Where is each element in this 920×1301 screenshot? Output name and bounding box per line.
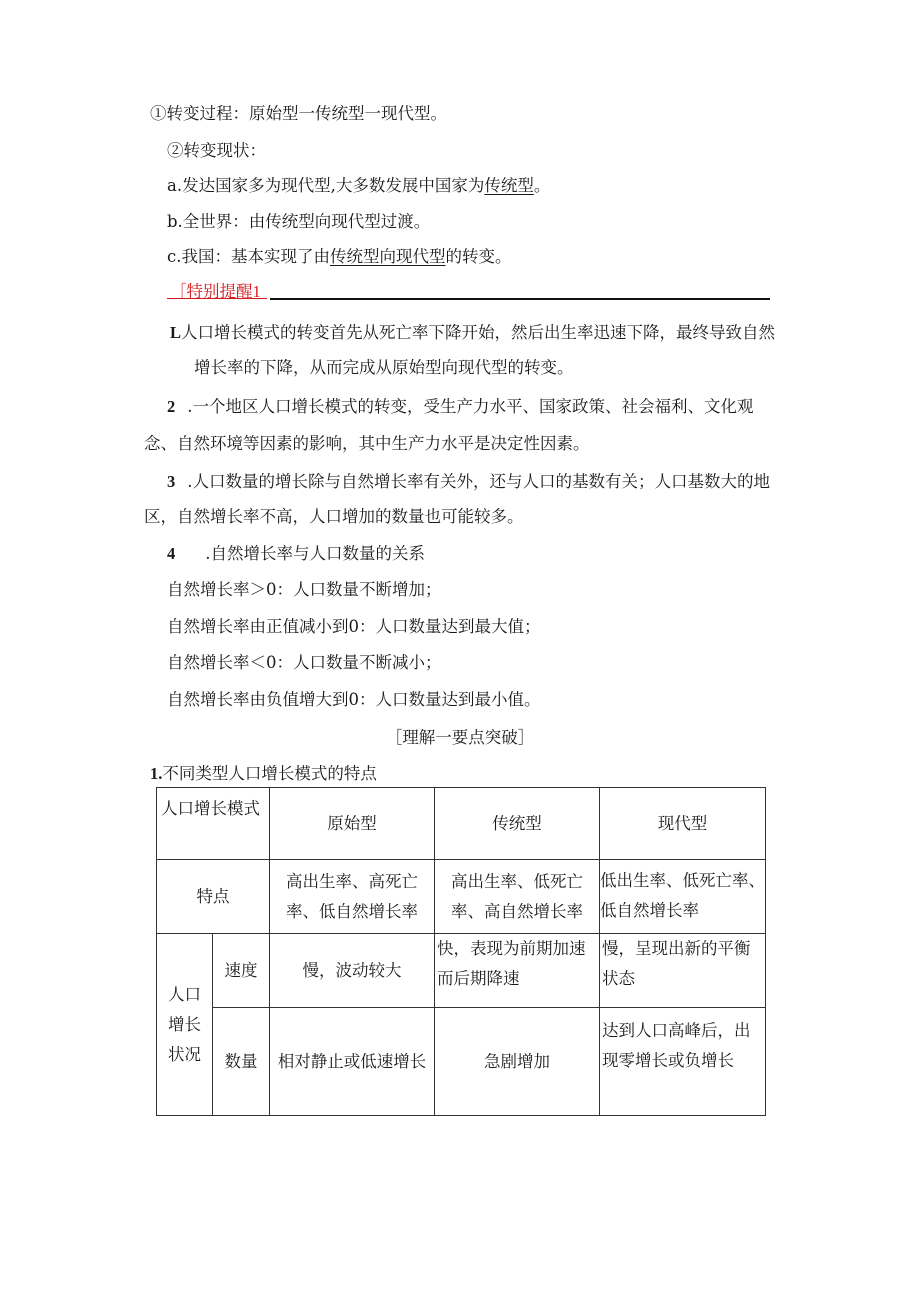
note-2-line-1 (167, 395, 754, 419)
feature-traditional: 高出生率、低死亡率、高自然增长率 (435, 860, 600, 934)
note-3-line-1 (167, 470, 770, 494)
relation-2: 自然增长率由正值减小到0：人口数量达到最大值； (167, 617, 541, 636)
note-1-number: L (170, 323, 182, 342)
process-line: ①转变过程：原始型一传统型一现代型。 (150, 104, 447, 123)
speed-modern: 慢，呈现出新的平衡状态 (600, 934, 766, 1008)
note-3-line-2: 区，自然增长率不高，人口增加的数量也可能较多。 (144, 507, 524, 526)
relation-3: 自然增长率＜0：人口数量不断减小； (167, 653, 442, 672)
feature-primitive: 高出生率、高死亡率、低自然增长率 (270, 860, 435, 934)
status-item-a (167, 174, 550, 198)
status-c-underlined: 传统型向现代型 (330, 247, 446, 266)
relation-1: 自然增长率＞0：人口数量不断增加； (167, 580, 442, 599)
status-heading: ②转变现状： (167, 141, 266, 160)
special-hint-underline (167, 298, 267, 299)
status-a-underlined: 传统型 (484, 176, 534, 195)
note-4-number: 4 (167, 544, 176, 563)
header-modern: 现代型 (600, 788, 766, 860)
status-c-text: c.我国：基本实现了由 (167, 247, 330, 266)
table-feature-row (157, 860, 766, 934)
note-4-line-1 (167, 542, 425, 566)
feature-modern: 低出生率、低死亡率、低自然增长率 (600, 860, 766, 934)
speed-traditional: 快，表现为前期加速而后期降速 (435, 934, 600, 1008)
note-1-line-2: 增长率的下降，从而完成从原始型向现代型的转变。 (194, 358, 574, 377)
table-title (150, 762, 377, 786)
table-speed-row (157, 934, 766, 1008)
table-header-row (157, 788, 766, 860)
special-hint-label: ［特别提醒1 (170, 282, 261, 301)
note-2-line-2: 念、自然环境等因素的影响，其中生产力水平是决定性因素。 (144, 434, 590, 453)
amount-label: 数量 (213, 1008, 270, 1116)
relation-4: 自然增长率由负值增大到0：人口数量达到最小值。 (167, 690, 541, 709)
speed-primitive: 慢，波动较大 (270, 934, 435, 1008)
growth-model-table (156, 787, 766, 1116)
status-a-text: a.发达国家多为现代型,大多数发展中国家为 (167, 176, 485, 195)
note-2-text: .一个地区人口增长模式的转变，受生产力水平、国家政策、社会福利、文化观 (187, 397, 754, 416)
table-title-number: 1. (150, 764, 163, 783)
feature-label: 特点 (157, 860, 270, 934)
note-4-text: .自然增长率与人口数量的关系 (205, 544, 425, 563)
section-heading: ［理解一要点突破］ (385, 728, 535, 747)
status-item-c (167, 245, 512, 269)
amount-traditional: 急剧增加 (435, 1008, 600, 1116)
status-a-end: 。 (533, 176, 551, 195)
note-3-text: .人口数量的增长除与自然增长率有关外，还与人口的基数有关；人口基数大的地 (187, 472, 770, 491)
speed-label: 速度 (213, 934, 270, 1008)
note-1-text: 人口增长模式的转变首先从死亡率下降开始，然后出生率迅速下降，最终导致自然 (181, 323, 776, 342)
status-c-end: 的转变。 (445, 247, 512, 266)
header-corner: 人口增长模式 (157, 788, 270, 860)
note-1-line-1 (170, 321, 775, 345)
amount-primitive: 相对静止或低速增长 (270, 1008, 435, 1116)
growth-group-label: 人口增长状况 (157, 934, 213, 1116)
status-item-b: b.全世界：由传统型向现代型过渡。 (167, 212, 431, 231)
special-hint-rule (270, 298, 770, 300)
note-3-number: 3 (167, 472, 176, 491)
header-primitive: 原始型 (270, 788, 435, 860)
header-traditional: 传统型 (435, 788, 600, 860)
table-amount-row (157, 1008, 766, 1116)
note-2-number: 2 (167, 397, 176, 416)
table-title-text: 不同类型人口增长模式的特点 (162, 764, 377, 783)
amount-modern: 达到人口高峰后，出现零增长或负增长 (600, 1008, 766, 1116)
